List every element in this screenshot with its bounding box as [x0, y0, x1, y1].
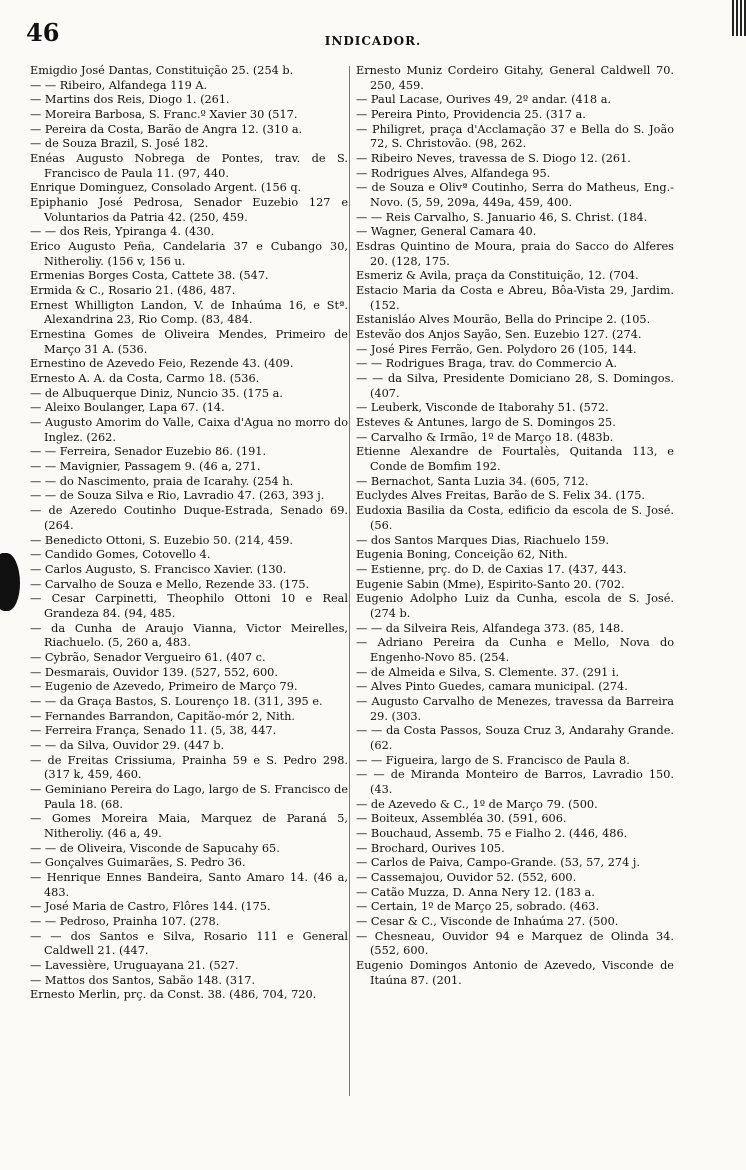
- directory-entry: — — de Miranda Monteiro de Barros, Lavradio 150. (43.: [356, 768, 674, 796]
- directory-entry: Enéas Augusto Nobrega de Pontes, trav. de S. Francisco de Paula 11. (97, 440.: [30, 152, 348, 180]
- directory-entry: — Carlos de Paiva, Campo-Grande. (53, 57, 274 j.: [356, 856, 640, 870]
- directory-entry: — Gomes Moreira Maia, Marquez de Paraná 5, Nitheroliy. (46 a, 49.: [30, 812, 348, 840]
- directory-entry: — de Albuquerque Diniz, Nuncio 35. (175 a.: [30, 386, 283, 400]
- directory-entry: — Certain, 1º de Março 25, sobrado. (463.: [356, 900, 600, 914]
- directory-entry: — Estienne, prç. do D. de Caxias 17. (437, 443.: [356, 562, 627, 576]
- directory-entry: — Gonçalves Guimarães, S. Pedro 36.: [30, 856, 246, 870]
- directory-entry: Epiphanio José Pedrosa, Senador Euzebio 127 e Voluntarios da Patria 42. (250, 459.: [30, 196, 348, 224]
- directory-entry: — Ribeiro Neves, travessa de S. Diogo 12. (261.: [356, 152, 631, 166]
- directory-entry: — Cassemajou, Ouvidor 52. (552, 600.: [356, 870, 577, 884]
- directory-entry: — Cesar Carpinetti, Theophilo Ottoni 10 e Real Grandeza 84. (94, 485.: [30, 592, 348, 620]
- directory-entry: — de Souza Brazil, S. José 182.: [30, 137, 209, 151]
- directory-entry: — — de Souza Silva e Rio, Lavradio 47. (263, 393 j.: [30, 489, 325, 503]
- directory-entry: — Moreira Barbosa, S. Franc.º Xavier 30 (517.: [30, 108, 298, 122]
- directory-entry: Estanisláo Alves Mourão, Bella do Principe 2. (105.: [356, 313, 651, 327]
- directory-entry: — Carlos Augusto, S. Francisco Xavier. (130.: [30, 562, 287, 576]
- directory-entry: — Bernachot, Santa Luzia 34. (605, 712.: [356, 474, 589, 488]
- directory-entry: Etienne Alexandre de Fourtalès, Quitanda 113, e Conde de Bomfim 192.: [356, 445, 674, 474]
- directory-entry: — da Cunha de Araujo Vianna, Victor Meirelles, Riachuelo. (5, 260 a, 483.: [30, 621, 348, 650]
- directory-entry: — Desmarais, Ouvidor 139. (527, 552, 600.: [30, 665, 278, 679]
- directory-entry: — Bouchaud, Assemb. 75 e Fialho 2. (446, 486.: [356, 826, 628, 840]
- directory-entry: — — do Nascimento, praia de Icarahy. (254 h.: [30, 474, 294, 488]
- directory-entry: — — Ferreira, Senador Euzebio 86. (191.: [30, 445, 267, 459]
- directory-entry: — Ferreira França, Senado 11. (5, 38, 447.: [30, 724, 277, 738]
- directory-entry: Ermenias Borges Costa, Cattete 38. (547.: [30, 269, 269, 283]
- directory-entry: — Boiteux, Assembléa 30. (591, 606.: [356, 812, 567, 826]
- directory-entry: — José Maria de Castro, Flôres 144. (175.: [30, 900, 271, 914]
- directory-entry: — de Souza e Olivª Coutinho, Serra do Matheus, Eng.-Novo. (5, 59, 209a, 449a, 459, 400.: [356, 181, 674, 210]
- directory-entry: Eudoxia Basilia da Costa, edificio da escola de S. José. (56.: [356, 504, 674, 532]
- directory-entry: — Chesneau, Ouvidor 94 e Marquez de Olinda 34. (552, 600.: [356, 929, 674, 958]
- directory-entry: — Lavessière, Uruguayana 21. (527.: [30, 958, 239, 972]
- directory-entry: — Carvalho de Souza e Mello, Rezende 33. (175.: [30, 577, 310, 591]
- directory-entry: Enrique Dominguez, Consolado Argent. (156 q.: [30, 181, 302, 195]
- directory-entry: — Philigret, praça d'Acclamação 37 e Bella do S. João 72, S. Christovão. (98, 262.: [356, 122, 674, 151]
- directory-entry: — Pereira Pinto, Providencia 25. (317 a.: [356, 108, 586, 122]
- directory-entry: Estevão dos Anjos Sayão, Sen. Euzebio 127. (274.: [356, 328, 642, 342]
- directory-entry: — Pereira da Costa, Barão de Angra 12. (310 a.: [30, 122, 303, 136]
- directory-entry: Ermida & C., Rosario 21. (486, 487.: [30, 284, 236, 298]
- directory-entry: — de Almeida e Silva, S. Clemente. 37. (291 i.: [356, 665, 620, 679]
- directory-entry: — — da Silveira Reis, Alfandega 373. (85, 148.: [356, 621, 624, 635]
- directory-entry: Eugenio Domingos Antonio de Azevedo, Visconde de Itaúna 87. (201.: [356, 958, 674, 987]
- directory-entry: — Catão Muzza, D. Anna Nery 12. (183 a.: [356, 885, 595, 899]
- directory-entry: Esdras Quintino de Moura, praia do Sacco do Alferes 20. (128, 175.: [356, 240, 674, 268]
- directory-entry: Ernesto A. A. da Costa, Carmo 18. (536.: [30, 372, 260, 386]
- directory-entry: — — Rodrigues Braga, trav. do Commercio A.: [356, 357, 618, 371]
- column-divider: [349, 66, 350, 1096]
- directory-entry: — Cesar & C., Visconde de Inhaúma 27. (500.: [356, 914, 619, 928]
- directory-entry: — Brochard, Ourives 105.: [356, 841, 505, 855]
- directory-entry: Erico Augusto Peña, Candelaria 37 e Cubango 30, Nitheroliy. (156 v, 156 u.: [30, 240, 348, 268]
- directory-entry: — Wagner, General Camara 40.: [356, 225, 537, 239]
- directory-entry: — Aleixo Boulanger, Lapa 67. (14.: [30, 401, 225, 415]
- ink-blot: [0, 553, 20, 611]
- directory-entry: — Fernandes Barrandon, Capitão-mór 2, Nith.: [30, 709, 296, 723]
- directory-entry: — Carvalho & Irmão, 1º de Março 18. (483b.: [356, 430, 614, 444]
- directory-entry: — — Mavignier, Passagem 9. (46 a, 271.: [30, 460, 261, 474]
- directory-entry: — de Azevedo & C., 1º de Março 79. (500.: [356, 797, 598, 811]
- directory-entry: Ernesto Merlin, prç. da Const. 38. (486, 704, 720.: [30, 988, 317, 1002]
- directory-entry: — — dos Santos e Silva, Rosario 111 e General Caldwell 21. (447.: [30, 929, 348, 958]
- directory-entry: — Eugenio de Azevedo, Primeiro de Março 79.: [30, 680, 298, 694]
- directory-entry: — Augusto Carvalho de Menezes, travessa da Barreira 29. (303.: [356, 694, 674, 723]
- directory-entry: — Cybrão, Senador Vergueiro 61. (407 c.: [30, 650, 266, 664]
- directory-entry: — José Pires Ferrão, Gen. Polydoro 26 (105, 144.: [356, 342, 637, 356]
- directory-entry: Emigdio José Dantas, Constituição 25. (254 b.: [30, 64, 294, 77]
- directory-entry: — Paul Lacase, Ourives 49, 2º andar. (418 a.: [356, 93, 612, 107]
- left-column: [30, 64, 348, 1003]
- directory-entry: — Alves Pinto Guedes, camara municipal. (274.: [356, 680, 628, 694]
- directory-entry: — — da Costa Passos, Souza Cruz 3, Andarahy Grande. (62.: [356, 724, 674, 752]
- directory-entry: Estacio Maria da Costa e Abreu, Bôa-Vista 29, Jardim. (152.: [356, 284, 674, 312]
- directory-entry: Eugenio Adolpho Luiz da Cunha, escola de S. José. (274 b.: [356, 592, 674, 620]
- right-column: [356, 64, 674, 988]
- directory-entry: — — da Silva, Presidente Domiciano 28, S. Domingos. (407.: [356, 372, 674, 400]
- directory-entry: — Candido Gomes, Cotovello 4.: [30, 548, 211, 562]
- directory-entry: — Martins dos Reis, Diogo 1. (261.: [30, 93, 230, 107]
- directory-entry: — Geminiano Pereira do Lago, largo de S. Francisco de Paula 18. (68.: [30, 782, 348, 811]
- directory-entry: — Henrique Ennes Bandeira, Santo Amaro 14. (46 a, 483.: [30, 870, 348, 899]
- directory-entry: Ernestina Gomes de Oliveira Mendes, Primeiro de Março 31 A. (536.: [30, 328, 348, 356]
- directory-entry: — Leuberk, Visconde de Itaborahy 51. (572.: [356, 401, 609, 415]
- page-number: 46: [26, 18, 60, 47]
- directory-entry: Ernestino de Azevedo Feio, Rezende 43. (409.: [30, 357, 294, 371]
- binding-edge-mark: [732, 0, 746, 36]
- directory-entry: — Adriano Pereira da Cunha e Mello, Nova do Engenho-Novo 85. (254.: [356, 636, 674, 664]
- directory-entry: Esteves & Antunes, largo de S. Domingos 25.: [356, 416, 616, 430]
- directory-entry: — — de Oliveira, Visconde de Sapucahy 65.: [30, 841, 280, 855]
- directory-entry: — Augusto Amorim do Valle, Caixa d'Agua no morro do Inglez. (262.: [30, 416, 348, 444]
- directory-entry: Euclydes Alves Freitas, Barão de S. Felix 34. (175.: [356, 489, 645, 503]
- directory-entry: — dos Santos Marques Dias, Riachuelo 159.: [356, 533, 610, 547]
- directory-entry: — Mattos dos Santos, Sabão 148. (317.: [30, 973, 256, 987]
- directory-entry: — de Freitas Crissiuma, Prainha 59 e S. Pedro 298. (317 k, 459, 460.: [30, 753, 348, 782]
- directory-entry: — de Azeredo Coutinho Duque-Estrada, Senado 69. (264.: [30, 504, 348, 532]
- directory-entry: — — Pedroso, Prainha 107. (278.: [30, 914, 220, 928]
- directory-entry: — — da Silva, Ouvidor 29. (447 b.: [30, 738, 225, 752]
- directory-entry: — — dos Reis, Ypiranga 4. (430.: [30, 225, 215, 239]
- directory-entry: — — Figueira, largo de S. Francisco de Paula 8.: [356, 753, 630, 767]
- directory-entry: Eugenia Boning, Conceição 62, Nith.: [356, 548, 568, 562]
- running-title: INDICADOR.: [324, 34, 422, 48]
- directory-entry: Esmeriz & Avila, praça da Constituição, 12. (704.: [356, 269, 639, 283]
- directory-entry: Ernest Whilligton Landon, V. de Inhaúma 16, e Stª. Alexandrina 23, Rio Comp. (83, 484.: [30, 298, 348, 327]
- directory-entry: — Rodrigues Alves, Alfandega 95.: [356, 166, 551, 180]
- directory-entry: — — Ribeiro, Alfandega 119 A.: [30, 78, 208, 92]
- directory-entry: — — da Graça Bastos, S. Lourenço 18. (311, 395 e.: [30, 694, 323, 708]
- directory-entry: — — Reis Carvalho, S. Januario 46, S. Christ. (184.: [356, 210, 648, 224]
- directory-entry: Eugenie Sabin (Mme), Espirito-Santo 20. (702.: [356, 577, 625, 591]
- directory-entry: — Benedicto Ottoni, S. Euzebio 50. (214, 459.: [30, 533, 293, 547]
- directory-entry: Ernesto Muniz Cordeiro Gitahy, General Caldwell 70. 250, 459.: [356, 64, 674, 92]
